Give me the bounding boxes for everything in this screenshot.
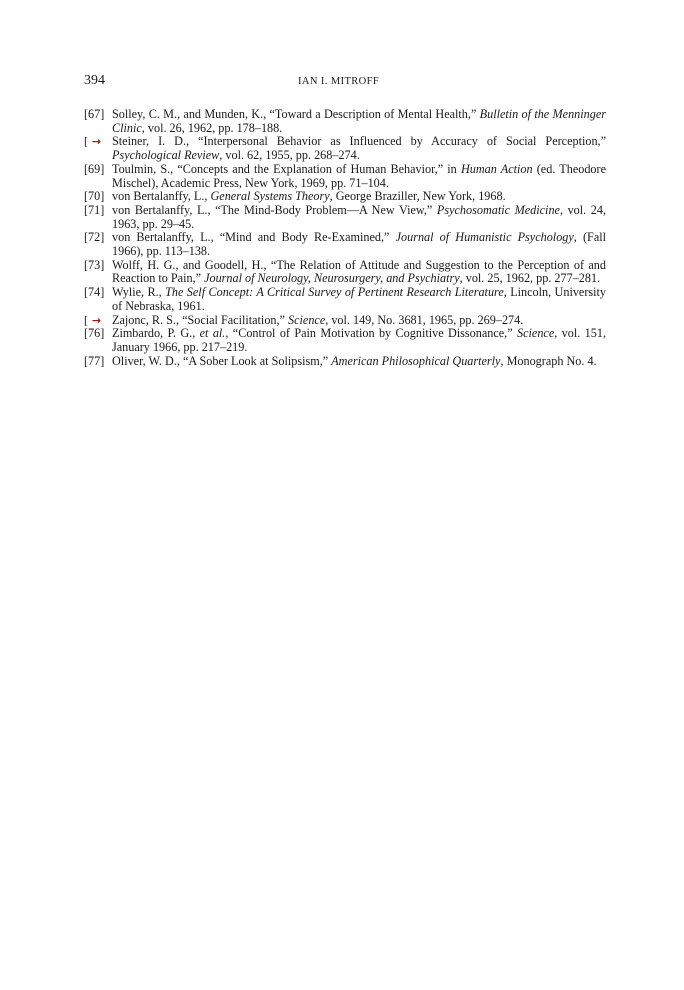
reference-text: von Bertalanffy, L.,: [112, 189, 211, 204]
reference-text: , Lincoln, University of Nebraska, 1961.: [112, 285, 607, 313]
reference-text: von Bertalanffy, L., “Mind and Body Re-Examined,”: [112, 230, 396, 245]
reference-marker: [84, 314, 112, 328]
reference-number: [77]: [84, 353, 105, 368]
reference-entry: [84, 327, 606, 354]
page-header: [84, 73, 606, 89]
reference-text: (ed. Theodore Mischel), Academic Press, New York, 1969, pp. 71–104.: [112, 161, 606, 190]
running-head: IAN I. MITROFF: [298, 76, 380, 87]
reference-entry: [84, 286, 606, 313]
reference-number: [76]: [84, 326, 105, 341]
reference-text: , vol. 24, 1963, pp. 29–45.: [112, 202, 607, 231]
reference-entry: [84, 190, 606, 204]
reference-text: Zimbardo, P. G.,: [112, 326, 200, 341]
reference-text: Zajonc, R. S., “Social Facilitation,”: [112, 312, 289, 327]
reference-entry: [84, 259, 606, 286]
reference-text: Toulmin, S., “Concepts and the Explanation of Human Behavior,” in: [112, 161, 461, 176]
page-number: 394: [84, 73, 105, 88]
reference-title-italic: Science: [288, 312, 326, 327]
reference-title-italic: Journal of Neurology, Neurosurgery, and Psychiatry: [204, 271, 460, 286]
reference-number: [70]: [84, 189, 105, 204]
reference-number: [73]: [84, 257, 105, 272]
reference-bracket: [: [84, 312, 88, 327]
reference-title-italic: American Philosophical Quarterly: [331, 353, 501, 368]
reference-title-italic: General Systems Theory: [210, 189, 330, 204]
reference-title-italic: Human Action: [460, 161, 533, 176]
reference-number: [74]: [84, 285, 105, 300]
reference-entry: [84, 355, 606, 369]
reference-number: [69]: [84, 161, 105, 176]
right-arrow-icon: →: [88, 313, 102, 327]
reference-marker: [84, 135, 112, 149]
reference-title-italic: et al.: [199, 326, 226, 341]
reference-number: [67]: [84, 107, 105, 121]
reference-number: [72]: [84, 230, 105, 245]
reference-text: Steiner, I. D., “Interpersonal Behavior as Influenced by Accuracy of Social Perception,”: [112, 134, 606, 149]
reference-text: Wylie, R.,: [112, 285, 166, 300]
reference-entry: [84, 204, 606, 231]
reference-entry: [84, 135, 606, 162]
reference-text: Oliver, W. D., “A Sober Look at Solipsism,”: [112, 353, 332, 368]
reference-text: , vol. 25, 1962, pp. 277–281.: [459, 271, 601, 286]
reference-text: , vol. 151, January 1966, pp. 217–219.: [112, 326, 606, 354]
reference-entry: [84, 231, 606, 258]
reference-number: [71]: [84, 202, 105, 217]
reference-bracket: [: [84, 134, 88, 149]
reference-text: , (Fall 1966), pp. 113–138.: [112, 230, 606, 259]
reference-text: , vol. 149, No. 3681, 1965, pp. 269–274.: [325, 312, 524, 327]
reference-text: Solley, C. M., and Munden, K., “Toward a Description of Mental Health,”: [112, 107, 480, 121]
reference-text: , George Braziller, New York, 1968.: [329, 189, 506, 204]
reference-entry: [84, 314, 606, 328]
reference-text: , “Control of Pain Motivation by Cognitive Dissonance,”: [225, 326, 518, 341]
reference-list: [84, 108, 606, 368]
reference-text: Wolff, H. G., and Goodell, H., “The Relation of Attitude and Suggestion to the Perception of and Reaction to Pain,”: [112, 257, 606, 286]
right-arrow-icon: →: [88, 135, 102, 149]
reference-title-italic: Psychosomatic Medicine: [436, 202, 560, 217]
reference-text: von Bertalanffy, L., “The Mind-Body Problem—A New View,”: [112, 202, 437, 217]
reference-entry: [84, 108, 606, 135]
reference-title-italic: Psychological Review: [112, 148, 220, 163]
reference-title-italic: Bulletin of the Menninger Clinic: [112, 107, 606, 135]
reference-entry: [84, 163, 606, 190]
reference-title-italic: Science: [517, 326, 555, 341]
reference-text: , vol. 62, 1955, pp. 268–274.: [219, 148, 360, 163]
reference-text: , Monograph No. 4.: [500, 353, 597, 368]
reference-title-italic: The Self Concept: A Critical Survey of Pertinent Research Literature: [165, 285, 504, 300]
reference-text: , vol. 26, 1962, pp. 178–188.: [141, 120, 283, 135]
reference-title-italic: Journal of Humanistic Psychology: [395, 230, 574, 245]
